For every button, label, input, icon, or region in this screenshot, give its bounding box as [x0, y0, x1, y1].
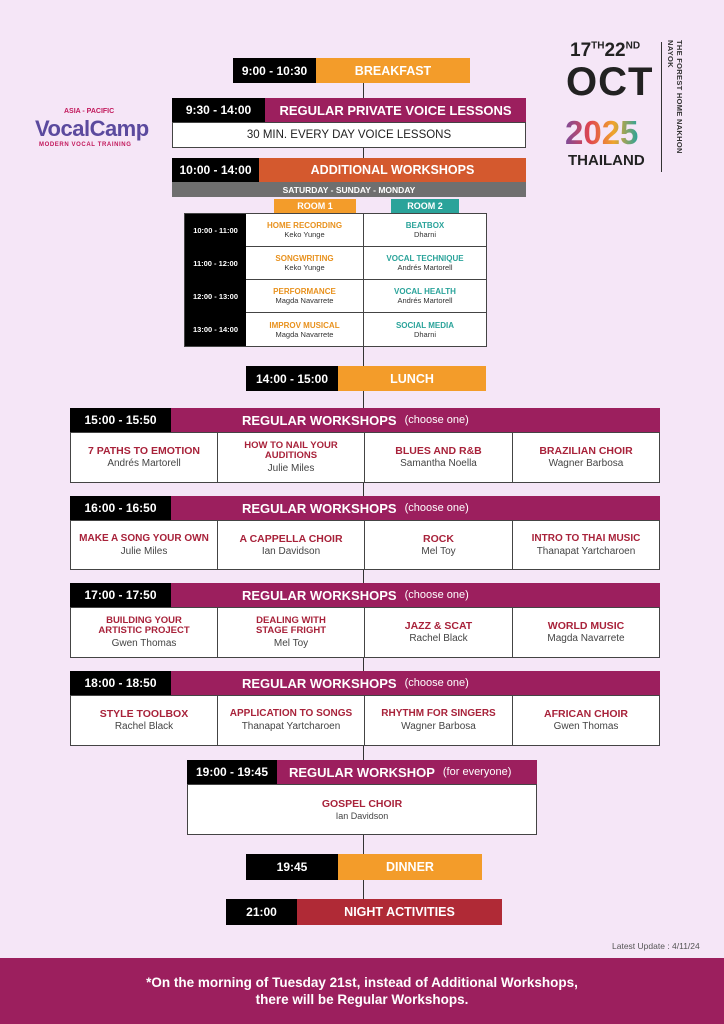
room2-workshop-person: Dharni	[413, 329, 437, 339]
private-lessons-note: 30 MIN. EVERY DAY VOICE LESSONS	[172, 122, 526, 148]
workshop-person: Ian Davidson	[335, 810, 389, 821]
room1-workshop-person: Keko Yunge	[284, 263, 325, 272]
workshop-title: RHYTHM FOR SINGERS	[381, 708, 496, 719]
event-venue: THE FOREST HOME NAKHON NAYOK	[666, 40, 684, 154]
workshop-cell	[70, 695, 218, 746]
workshop-cell	[70, 520, 218, 570]
logo-tagline: MODERN VOCAL TRAINING	[39, 142, 132, 148]
latest-update: Latest Update : 4/11/24	[612, 941, 700, 951]
end-sup: ND	[625, 40, 641, 52]
regular-block-label: REGULAR WORKSHOPS	[242, 587, 397, 603]
everyone-header	[277, 760, 537, 784]
everyone-sub: (for everyone)	[442, 766, 512, 778]
breakfast-time: 9:00 - 10:30	[233, 58, 316, 83]
regular-block-time: 16:00 - 16:50	[70, 496, 171, 520]
night-label: NIGHT ACTIVITIES	[297, 899, 502, 925]
additional-label: ADDITIONAL WORKSHOPS	[259, 158, 526, 182]
event-country: THAILAND	[568, 152, 645, 169]
regular-block-time: 18:00 - 18:50	[70, 671, 171, 695]
room-row-time: 12:00 - 13:00	[192, 292, 239, 301]
workshop-cell	[364, 695, 513, 746]
workshop-title: ROCK	[423, 532, 454, 545]
room-schedule	[184, 213, 487, 347]
workshop-cell	[217, 432, 365, 483]
footer-line1: *On the morning of Tuesday 21st, instead of Additional Workshops,	[146, 975, 578, 990]
workshop-title: INTRO TO THAI MUSIC	[531, 532, 641, 544]
workshop-title: AFRICAN CHOIR	[544, 708, 628, 720]
workshop-cell	[70, 607, 218, 658]
workshop-person: Rachel Black	[114, 721, 174, 732]
workshop-cell	[512, 432, 660, 483]
room2-workshop-person: Andrés Martorell	[397, 296, 453, 305]
workshop-title: BRAZILIAN CHOIR	[539, 445, 633, 457]
workshop-title: A CAPPELLA CHOIR	[239, 532, 343, 545]
regular-block-header	[171, 408, 660, 432]
regular-block-label: REGULAR WORKSHOPS	[242, 500, 397, 516]
workshop-title: BUILDING YOUR ARTISTIC PROJECT	[98, 615, 190, 636]
room2-workshop-title: VOCAL HEALTH	[394, 287, 456, 296]
room1-workshop-person: Keko Yunge	[284, 230, 325, 239]
workshop-person: Magda Navarrete	[547, 633, 625, 644]
everyone-label: REGULAR WORKSHOP	[289, 764, 435, 780]
room1-workshop-title: HOME RECORDING	[266, 221, 343, 230]
regular-block-sub: (choose one)	[404, 677, 469, 689]
start-sup: TH	[591, 40, 605, 52]
workshop-cell	[217, 695, 365, 746]
logo	[30, 40, 160, 155]
footer-banner	[0, 958, 724, 1024]
workshop-title: GOSPEL CHOIR	[321, 797, 403, 810]
workshop-cell	[512, 607, 660, 658]
room2-workshop-title: VOCAL TECHNIQUE	[386, 254, 464, 263]
timeline-line	[363, 880, 364, 899]
workshop-cell	[512, 520, 660, 570]
timeline-line	[363, 745, 364, 760]
workshop-cell	[217, 520, 365, 570]
room2-workshop-person: Dharni	[413, 230, 437, 239]
private-lessons-time: 9:30 - 14:00	[172, 98, 265, 122]
end-day: 22	[604, 40, 626, 61]
logo-name: VocalCamp	[35, 116, 149, 141]
everyone-cell	[187, 784, 537, 835]
room2-workshop-person: Andrés Martorell	[397, 263, 453, 272]
dinner-label: DINNER	[338, 854, 482, 880]
everyone-time: 19:00 - 19:45	[187, 760, 277, 784]
workshop-cell	[512, 695, 660, 746]
workshop-title: MAKE A SONG YOUR OWN	[79, 532, 209, 544]
workshop-person: Wagner Barbosa	[548, 458, 624, 469]
additional-days: SATURDAY - SUNDAY - MONDAY	[172, 182, 526, 197]
workshop-person: Ian Davidson	[261, 545, 321, 557]
workshop-person: Mel Toy	[273, 638, 309, 649]
regular-block-label: REGULAR WORKSHOPS	[242, 412, 397, 428]
room-row-time: 10:00 - 11:00	[193, 226, 238, 235]
regular-block-time: 17:00 - 17:50	[70, 583, 171, 607]
room2-label: ROOM 2	[391, 199, 459, 213]
room1-label: ROOM 1	[274, 199, 356, 213]
breakfast-label: BREAKFAST	[316, 58, 470, 83]
workshop-person: Gwen Thomas	[553, 721, 619, 732]
workshop-title: DEALING WITH STAGE FRIGHT	[255, 615, 327, 636]
room1-workshop-title: IMPROV MUSICAL	[269, 320, 340, 330]
lunch-time: 14:00 - 15:00	[246, 366, 338, 391]
workshop-title: APPLICATION TO SONGS	[229, 708, 353, 719]
workshop-person: Wagner Barbosa	[401, 721, 476, 732]
regular-block-sub: (choose one)	[404, 414, 469, 426]
room-row-time: 11:00 - 12:00	[193, 259, 238, 268]
workshop-person: Thanapat Yartcharoen	[241, 721, 341, 732]
timeline-line	[363, 569, 364, 583]
workshop-person: Rachel Black	[409, 633, 468, 644]
soundwave-icon	[60, 46, 120, 102]
room1-workshop-person: Magda Navarrete	[275, 329, 334, 339]
workshop-person: Mel Toy	[421, 545, 456, 557]
event-date	[560, 38, 690, 178]
workshop-cell	[364, 520, 513, 570]
regular-block-label: REGULAR WORKSHOPS	[242, 675, 397, 691]
workshop-person: Samantha Noella	[400, 458, 477, 469]
night-time: 21:00	[226, 899, 297, 925]
timeline-line	[363, 390, 364, 408]
regular-block-time: 15:00 - 15:50	[70, 408, 171, 432]
event-month: OCT	[566, 60, 654, 104]
workshop-title: BLUES AND R&B	[395, 445, 482, 457]
workshop-title: STYLE TOOLBOX	[99, 708, 189, 720]
workshop-cell	[364, 432, 513, 483]
regular-block-sub: (choose one)	[404, 589, 469, 601]
event-year: 2025	[565, 114, 639, 151]
room1-workshop-person: Magda Navarrete	[275, 296, 334, 305]
timeline-line	[363, 834, 364, 854]
footer-line2: there will be Regular Workshops.	[255, 992, 469, 1007]
room1-workshop-title: PERFORMANCE	[273, 287, 336, 296]
room1-workshop-title: SONGWRITING	[275, 254, 334, 263]
workshop-person: Julie Miles	[267, 463, 315, 474]
lunch-label: LUNCH	[338, 366, 486, 391]
room-row-time: 13:00 - 14:00	[192, 325, 239, 334]
regular-block-sub: (choose one)	[404, 502, 469, 514]
workshop-title: WORLD MUSIC	[547, 620, 625, 632]
workshop-person: Andrés Martorell	[107, 458, 181, 469]
workshop-title: HOW TO NAIL YOUR AUDITIONS	[244, 440, 338, 461]
timeline-line	[363, 346, 364, 366]
workshop-title: 7 PATHS TO EMOTION	[87, 445, 200, 457]
logo-region: ASIA - PACIFIC	[64, 108, 115, 115]
timeline-line	[363, 657, 364, 671]
regular-block-header	[171, 496, 660, 520]
room2-workshop-title: SOCIAL MEDIA	[395, 320, 455, 330]
private-lessons-label: REGULAR PRIVATE VOICE LESSONS	[265, 98, 526, 122]
regular-block-header	[171, 583, 660, 607]
workshop-person: Gwen Thomas	[111, 638, 177, 649]
room2-workshop-title: BEATBOX	[405, 221, 445, 230]
workshop-cell	[217, 607, 365, 658]
workshop-person: Thanapat Yartcharoen	[536, 545, 636, 557]
additional-time: 10:00 - 14:00	[172, 158, 259, 182]
timeline-line	[363, 482, 364, 496]
start-day: 17	[570, 40, 592, 61]
workshop-cell	[70, 432, 218, 483]
regular-block-header	[171, 671, 660, 695]
workshop-title: JAZZ & SCAT	[404, 620, 473, 632]
workshop-cell	[364, 607, 513, 658]
workshop-person: Julie Miles	[120, 545, 168, 557]
dinner-time: 19:45	[246, 854, 338, 880]
